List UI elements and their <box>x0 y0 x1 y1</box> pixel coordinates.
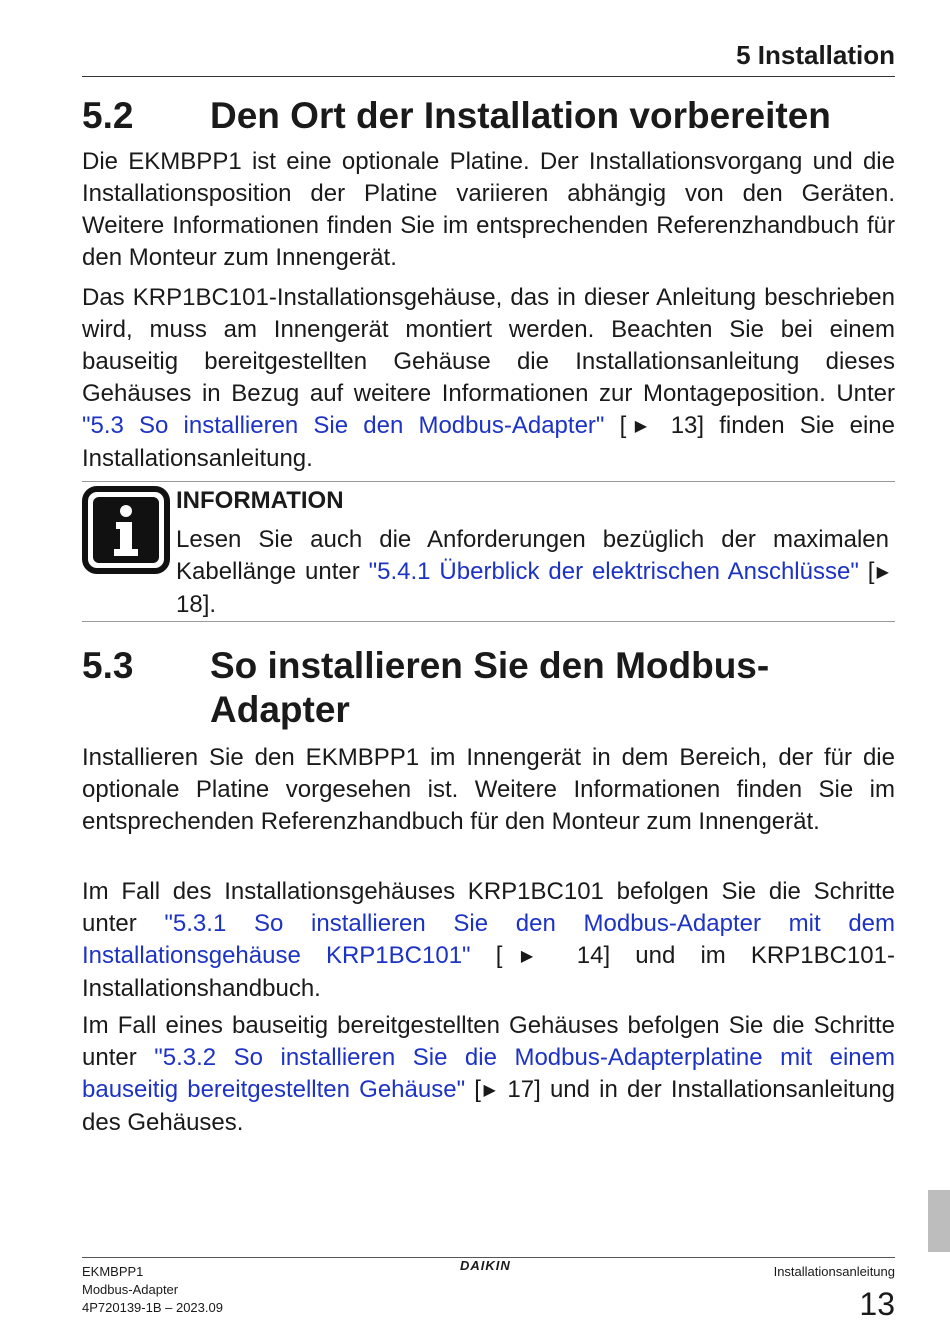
section-number: 5.2 <box>82 95 134 136</box>
paragraph-text: ] und in der Installationsanleitung des Gehäuses. <box>82 1076 896 1136</box>
page-arrow-icon: ▶ <box>502 948 552 965</box>
info-title: INFORMATION <box>176 487 344 514</box>
section-title-line: So installieren Sie den Modbus- <box>210 645 770 686</box>
brand-logo: DAIKIN <box>460 1258 511 1273</box>
page-reference[interactable]: 18 <box>176 591 203 618</box>
cross-reference-link[interactable]: "5.3.1 So installieren Sie den Modbus-Adapter mit dem Installationsgehäuse KRP1BC101" <box>82 910 895 969</box>
paragraph-text: Das KRP1BC101-Installationsgehäuse, das in dieser Anleitung beschrieben wird, muss am Innengerät montiert werden. Beachten Sie bei einem bauseitig bereitgestellten Gehäuse die Installationsanleitung dieses Gehäuses in Bezug auf weitere Informationen zur Montageposition. Unter <box>82 284 895 407</box>
cross-reference-link[interactable]: "5.4.1 Überblick der elektrischen Anschlüsse" <box>368 558 859 585</box>
cross-reference-link[interactable]: "5.3 So installieren Sie den Modbus-Adapter" <box>82 412 605 439</box>
paragraph-text: Im Fall des Installationsgehäuses KRP1BC101 befolgen Sie die Schritte unter <box>82 878 895 937</box>
information-icon <box>82 486 170 574</box>
chapter-header: 5 Installation <box>736 40 895 70</box>
page-ref-open: [ <box>465 1076 481 1103</box>
page-reference[interactable]: 14 <box>576 942 604 969</box>
info-text <box>176 524 889 621</box>
page-arrow-icon: ▶ <box>874 564 889 581</box>
page-number: 13 <box>859 1286 895 1322</box>
section-title: Den Ort der Installation vorbereiten <box>210 95 831 136</box>
footer-product-name: Modbus-Adapter <box>82 1282 179 1297</box>
footer-product: EKMBPP1 <box>82 1264 144 1279</box>
paragraph <box>82 876 895 1005</box>
paragraph <box>82 282 895 475</box>
section-number: 5.3 <box>82 645 134 686</box>
page-arrow-icon: ▶ <box>626 418 656 435</box>
section-title <box>210 644 895 732</box>
chapter-side-tab <box>928 1190 950 1252</box>
paragraph: Installieren Sie den EKMBPP1 im Innengerät in dem Bereich, der für die optionale Platine vorgesehen ist. Weitere Informationen finden Sie im entsprechenden Referenzhandbuch für den Monteur zum Innengerät. <box>82 744 895 835</box>
paragraph-text: ] finden Sie eine Installationsanleitung. <box>82 412 895 472</box>
paragraph <box>82 1010 895 1139</box>
footer-document-info <box>82 1263 223 1317</box>
info-text-content: ]. <box>202 591 217 618</box>
cross-reference-link[interactable]: "5.3.2 So installieren Sie die Modbus-Adapterplatine mit einem bauseitig bereitgestellten Gehäuse" <box>82 1044 895 1103</box>
paragraph-text: Im Fall eines bauseitig bereitgestellten Gehäuses befolgen Sie die Schritte unter <box>82 1012 895 1071</box>
paragraph-text: ] und im KRP1BC101-Installationshandbuch. <box>82 942 895 1002</box>
footer-doc-id: 4P720139-1B – 2023.09 <box>82 1300 223 1315</box>
page-ref-open: [ <box>470 942 503 969</box>
info-text-content: Lesen Sie auch die Anforderungen bezüglich der maximalen Kabellänge unter <box>176 526 889 585</box>
page-arrow-icon: ▶ <box>480 1082 499 1099</box>
page-ref-open: [ <box>604 412 627 439</box>
page-reference[interactable]: 13 <box>670 412 698 439</box>
info-box-bottom-rule <box>82 621 895 622</box>
paragraph: Die EKMBPP1 ist eine optionale Platine. Der Installationsvorgang und die Installationsposition der Platine variieren abhängig von den Geräten. Weitere Informationen finden Sie im entsprechenden Referenzhandbuch für den Monteur zum Innengerät. <box>82 148 895 271</box>
info-box-top-rule <box>82 481 895 482</box>
header-divider <box>82 76 895 77</box>
page-reference[interactable]: 17 <box>507 1076 535 1103</box>
section-title-line: Adapter <box>210 689 350 730</box>
footer-doc-type: Installationsanleitung <box>773 1264 895 1279</box>
page-ref-open: [ <box>858 558 875 585</box>
